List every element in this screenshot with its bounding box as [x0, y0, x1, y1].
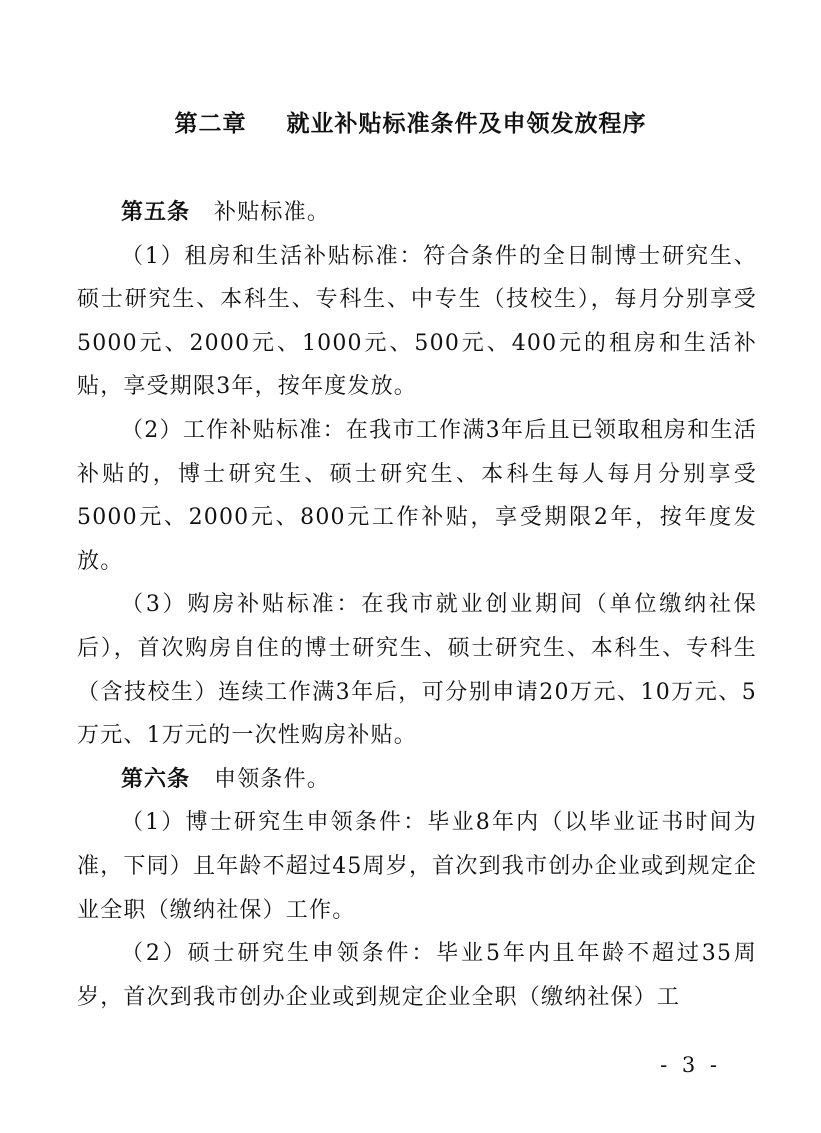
article-6-title: 申领条件。	[214, 766, 331, 792]
page-number: - 3 -	[660, 1053, 721, 1077]
chapter-title-text: 就业补贴标准条件及申领发放程序	[286, 111, 647, 137]
article-6-heading	[77, 758, 757, 802]
article-6-item-1: （1）博士研究生申领条件：毕业8年内（以毕业证书时间为准，下同）且年龄不超过45周岁，首次到我市创办企业或到规定企业全职（缴纳社保）工作。	[77, 810, 757, 923]
article-5-item-1: （1）租房和生活补贴标准：符合条件的全日制博士研究生、硕士研究生、本科生、专科生、中专生（技校生），每月分别享受5000元、2000元、1000元、500元、400元的租房和生活补贴，享受期限3年，按年度发放。	[77, 243, 757, 400]
chapter-number: 第二章	[174, 111, 247, 137]
article-5-item-2: （2）工作补贴标准：在我市工作满3年后且已领取租房和生活补贴的，博士研究生、硕士研究生、本科生每人每月分别享受5000元、2000元、800元工作补贴，享受期限2年，按年度发放。	[77, 417, 757, 574]
article-5-title: 补贴标准。	[214, 200, 331, 225]
article-5-item-3: （3）购房补贴标准：在我市就业创业期间（单位缴纳社保后），首次购房自住的博士研究生、硕士研究生、本科生、专科生（含技校生）连续工作满3年后，可分别申请20万元、10万元、5万元、1万元的一次性购房补贴。	[77, 592, 757, 749]
article-5-number: 第五条	[121, 200, 191, 225]
document-body	[77, 191, 757, 1019]
article-6-item-2: （2）硕士研究生申领条件：毕业5年内且年龄不超过35周岁，首次到我市创办企业或到规定企业全职（缴纳社保）工	[77, 941, 757, 1010]
article-5-heading	[77, 191, 757, 235]
article-6-number: 第六条	[121, 766, 191, 792]
chapter-heading	[0, 104, 821, 144]
